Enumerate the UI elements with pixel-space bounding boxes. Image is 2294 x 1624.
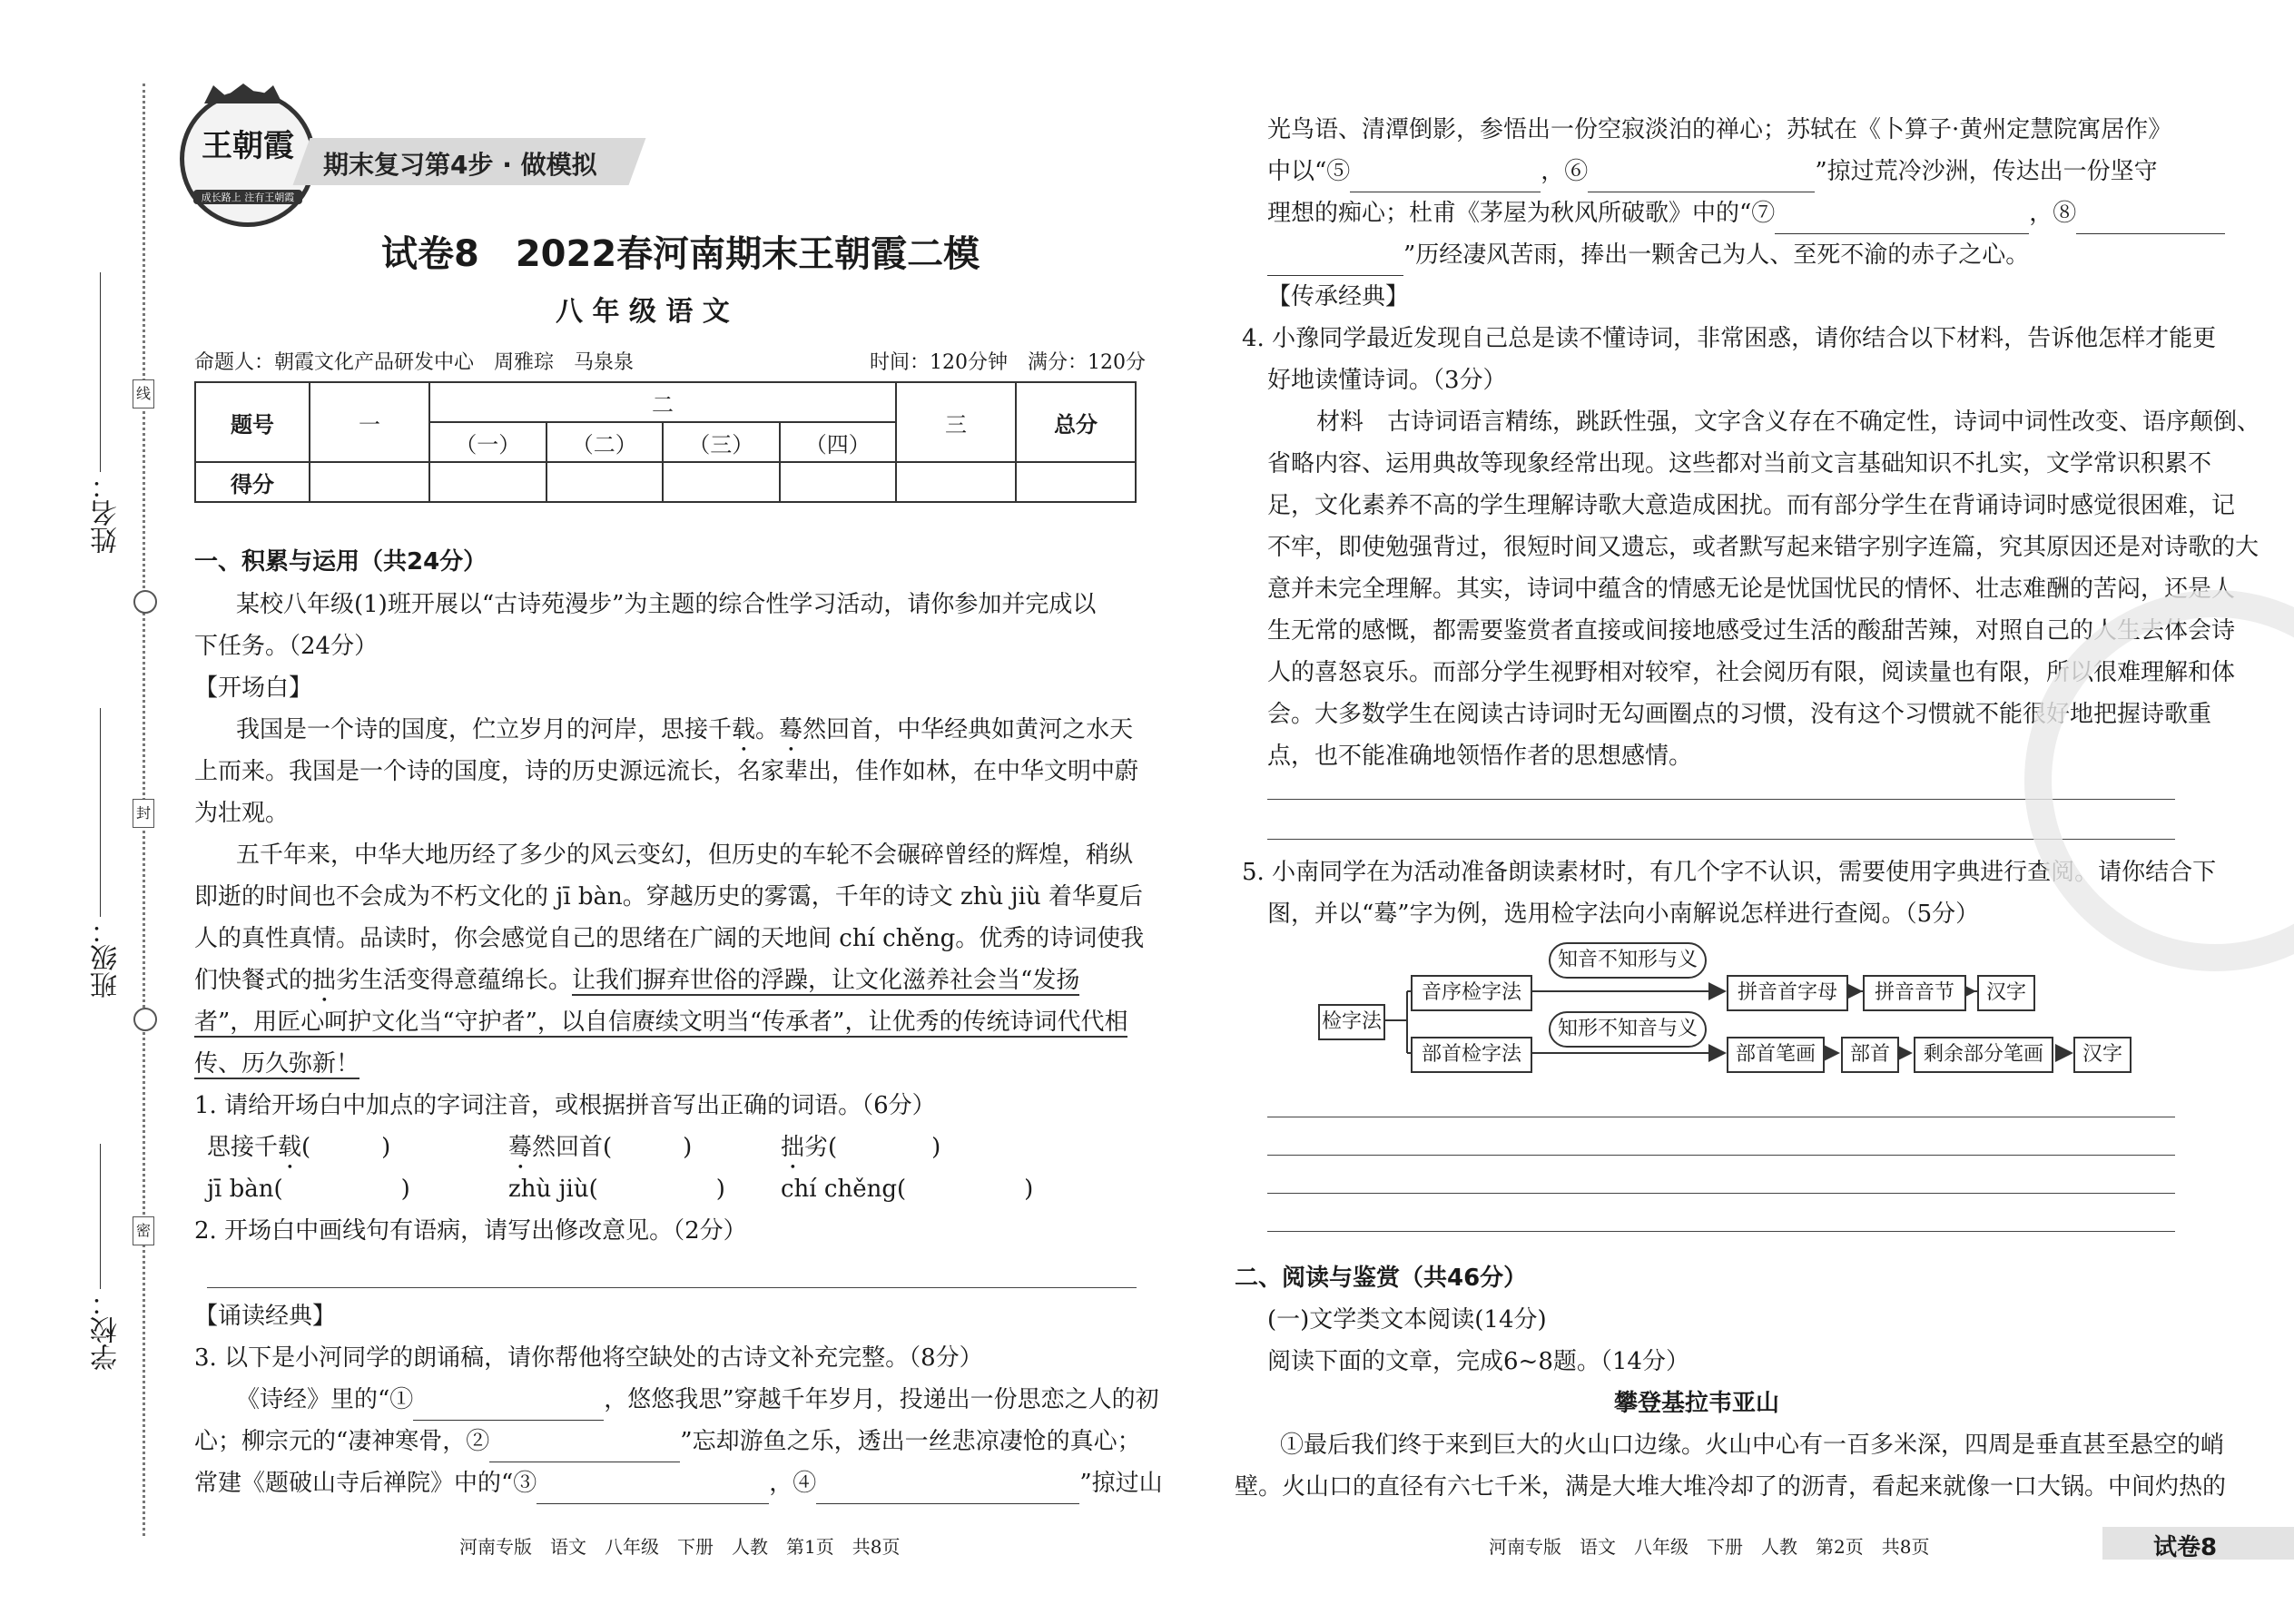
blank-7[interactable] bbox=[1775, 204, 2029, 234]
table-header: （四） bbox=[780, 422, 897, 462]
paragraph: 我国是一个诗的国度，伫立岁月的河岸，思接千载。蓦然回首，中华经典如黄河之水天 bbox=[236, 716, 1134, 743]
score-cell[interactable] bbox=[310, 462, 429, 502]
q1-item[interactable]: 拙劣( ) bbox=[781, 1134, 941, 1161]
question-4: 好地读懂诗词。（3分） bbox=[1267, 367, 1507, 394]
material-text: 意并未完全理解。其实，诗词中蕴含的情感无论是忧国忧民的情怀、壮志难酬的苦闷，还是人 bbox=[1267, 576, 2236, 603]
question-4: 4. 小豫同学最近发现自己总是读不懂诗词，非常困惑，请你结合以下材料，告诉他怎样才能更 bbox=[1242, 325, 2217, 352]
blank-8[interactable] bbox=[2076, 204, 2225, 234]
paragraph: 《诗经》里的“① ，悠悠我思”穿越千年岁月，投递出一份思恋之人的初 bbox=[236, 1379, 1159, 1421]
answer-line[interactable] bbox=[1267, 1155, 2175, 1156]
blank-6[interactable] bbox=[1588, 162, 1815, 192]
school-field[interactable] bbox=[100, 1144, 101, 1289]
paragraph: 理想的痴心；杜甫《茅屋为秋风所破歌》中的“⑦ ，⑧ bbox=[1267, 192, 2225, 234]
q1-item[interactable]: 蓦然回首( ) bbox=[508, 1134, 693, 1161]
q1-item[interactable]: zhù jiù( ) bbox=[508, 1176, 725, 1203]
diagram-node: 音序检字法 bbox=[1411, 975, 1532, 1011]
paragraph: ①最后我们终于来到巨大的火山口边缘。火山中心有一百多米深，四周是垂直甚至悬空的峭 bbox=[1280, 1432, 2225, 1459]
question-5: 5. 小南同学在为活动准备朗读素材时，有几个字不认识，需要使用字典进行查阅。请你结合下 bbox=[1242, 859, 2217, 886]
section-heading: 二、阅读与鉴赏（共46分） bbox=[1235, 1265, 1528, 1292]
score-cell[interactable] bbox=[780, 462, 897, 502]
paragraph: 壁。火山口的直径有六七千米，满是大堆大堆冷却了的沥青，看起来就像一口大锅。中间灼热的 bbox=[1235, 1473, 2227, 1501]
paragraph: 下任务。（24分） bbox=[194, 633, 379, 660]
name-field[interactable] bbox=[100, 272, 101, 472]
subheading: 【诵读经典】 bbox=[194, 1303, 337, 1330]
diagram-node: 部首 bbox=[1841, 1037, 1899, 1073]
diagram-node: 部首检字法 bbox=[1411, 1037, 1532, 1073]
score-cell[interactable] bbox=[1016, 462, 1136, 502]
article-title: 攀登基拉韦亚山 bbox=[1614, 1390, 1780, 1417]
underlined-sentence: 者”，用匠心呵护文化当“守护者”，以自信赓续文明当“传承者”，让优秀的传统诗词代代相 bbox=[194, 1009, 1128, 1036]
diagram-connectors bbox=[1307, 935, 2179, 1098]
table-header: 一 bbox=[310, 382, 429, 462]
crown-icon bbox=[204, 84, 282, 103]
exam-time: 时间：120分钟 满分：120分 bbox=[870, 351, 1146, 374]
blank-5[interactable] bbox=[1350, 162, 1541, 192]
paragraph: 人的真性真情。品读时，你会感觉自己的思绪在广阔的天地间 chí chěng。优秀的诗词使我 bbox=[194, 925, 1145, 952]
score-cell[interactable] bbox=[429, 462, 546, 502]
table-header: 得分 bbox=[195, 462, 310, 502]
paragraph: 阅读下面的文章，完成6~8题。（14分） bbox=[1267, 1348, 1689, 1375]
question-3: 3. 以下是小河同学的朗诵稿，请你帮他将空缺处的古诗文补充完整。（8分） bbox=[194, 1344, 983, 1372]
blank-3[interactable] bbox=[537, 1474, 769, 1504]
table-header: 二 bbox=[429, 382, 896, 422]
subheading: 【开场白】 bbox=[194, 674, 313, 702]
paragraph: ”历经凄风苦雨，捧出一颗舍己为人、至死不渝的赤子之心。 bbox=[1267, 234, 2029, 276]
binding-hole bbox=[133, 1008, 157, 1031]
diagram-node: 拼音音节 bbox=[1863, 975, 1966, 1011]
paragraph: 常建《题破山寺后禅院》中的“③ ，④ ”掠过山 bbox=[194, 1462, 1163, 1504]
blank-1[interactable] bbox=[413, 1391, 604, 1421]
material-text: 省略内容、运用典故等现象经常出现。这些都对当前文言基础知识不扎实，文学常识积累不 bbox=[1267, 450, 2212, 477]
question-2: 2. 开场白中画线句有语病，请写出修改意见。（2分） bbox=[194, 1217, 747, 1245]
material-text: 不牢，即使勉强背过，很短时间又遗忘，或者默写起来错字别字连篇，究其原因还是对诗歌的大 bbox=[1267, 534, 2260, 561]
diagram-node: 部首笔画 bbox=[1727, 1037, 1825, 1073]
cut-mark: 封 bbox=[133, 799, 154, 828]
diagram-node: 拼音首字母 bbox=[1727, 975, 1848, 1011]
blank-4[interactable] bbox=[816, 1474, 1079, 1504]
section-heading: 一、积累与运用（共24分） bbox=[194, 548, 487, 576]
table-header: 题号 bbox=[195, 382, 310, 462]
subtitle: 八 年 级 语 文 bbox=[556, 296, 730, 328]
q1-item[interactable]: jī bàn( ) bbox=[207, 1176, 410, 1203]
q1-item[interactable]: 思接千载( ) bbox=[207, 1134, 391, 1161]
paragraph: 们快餐式的拙劣生活变得意蕴绵长。让我们摒弃世俗的浮躁，让文化滋养社会当“发扬 bbox=[194, 967, 1080, 994]
material-text: 生无常的感慨，都需要鉴赏者直接或间接地感受过生活的酸甜苦辣，对照自己的人生去体会诗 bbox=[1267, 617, 2236, 645]
diagram-oval: 知音不知形与义 bbox=[1549, 942, 1707, 979]
name-label: 姓名： bbox=[91, 472, 123, 554]
diagram-oval: 知形不知音与义 bbox=[1549, 1011, 1707, 1048]
diagram-node: 汉字 bbox=[1977, 975, 2035, 1011]
question-1: 1. 请给开场白中加点的字词注音，或根据拼音写出正确的词语。（6分） bbox=[194, 1092, 936, 1119]
paragraph: 为壮观。 bbox=[194, 800, 290, 827]
table-header: 总分 bbox=[1016, 382, 1136, 462]
material-text: 足，文化素养不高的学生理解诗歌大意造成困扰。而有部分学生在背诵诗词时感觉很困难，记 bbox=[1267, 492, 2236, 519]
exam-tag: 试卷8 bbox=[2153, 1534, 2218, 1561]
material-text: 点，也不能准确地领悟作者的思想感情。 bbox=[1267, 743, 1693, 770]
subheading: 【传承经典】 bbox=[1267, 283, 1410, 310]
answer-line[interactable] bbox=[1267, 1231, 2175, 1232]
table-header: （二） bbox=[546, 422, 664, 462]
score-cell[interactable] bbox=[896, 462, 1016, 502]
class-field[interactable] bbox=[100, 708, 101, 917]
authors: 命题人：朝霞文化产品研发中心 周雅琮 马泉泉 bbox=[194, 351, 635, 374]
logo-text: 王朝霞 bbox=[202, 128, 294, 164]
table-header: 三 bbox=[896, 382, 1016, 462]
table-header: （三） bbox=[663, 422, 780, 462]
page-title: 试卷8 2022春河南期末王朝霞二模 bbox=[381, 233, 980, 275]
school-label: 学校： bbox=[91, 1289, 123, 1371]
class-label: 班级： bbox=[91, 917, 123, 999]
paragraph: 五千年来，中华大地历经了多少的风云变幻，但历史的车轮不会碾碎曾经的辉煌，稍纵 bbox=[236, 842, 1134, 869]
blank-8b[interactable] bbox=[1267, 246, 1403, 276]
cut-mark: 密 bbox=[133, 1216, 154, 1245]
diagram-node: 剩余部分笔画 bbox=[1914, 1037, 2053, 1073]
diagram-node: 汉字 bbox=[2073, 1037, 2132, 1073]
paragraph: 光鸟语、清潭倒影，参悟出一份空寂淡泊的禅心；苏轼在《卜算子·黄州定慧院寓居作》 bbox=[1267, 116, 2172, 143]
paragraph: 即逝的时间也不会成为不朽文化的 jī bàn。穿越历史的雾霭，千年的诗文 zhù jiù 着华夏后 bbox=[194, 883, 1143, 910]
answer-line[interactable] bbox=[207, 1287, 1137, 1288]
question-5: 图，并以“蓦”字为例，选用检字法向小南解说怎样进行查阅。（5分） bbox=[1267, 901, 1980, 928]
cut-mark: 线 bbox=[133, 379, 154, 408]
answer-line[interactable] bbox=[1267, 1193, 2175, 1194]
paragraph: 心；柳宗元的“凄神寒骨，② ”忘却游鱼之乐，透出一丝悲凉凄怆的真心； bbox=[194, 1421, 1141, 1462]
score-table bbox=[194, 381, 1137, 503]
underlined-sentence: 传、历久弥新！ bbox=[194, 1050, 360, 1078]
logo bbox=[180, 91, 316, 227]
diagram-node: 检字法 bbox=[1318, 1004, 1385, 1040]
blank-2[interactable] bbox=[489, 1432, 680, 1462]
paragraph: 上而来。我国是一个诗的国度，诗的历史源远流长，名家辈出，佳作如林，在中华文明中蔚 bbox=[194, 758, 1139, 785]
page-footer: 河南专版 语文 八年级 下册 人教 第2页 共8页 bbox=[1489, 1536, 1930, 1558]
score-cell[interactable] bbox=[546, 462, 664, 502]
logo-ribbon: 成长路上 注有王朝霞 bbox=[193, 190, 302, 204]
paragraph: 中以“⑤ ，⑥ ”掠过荒冷沙洲，传达出一份坚守 bbox=[1267, 151, 2158, 192]
q1-item[interactable]: chí chěng( ) bbox=[781, 1176, 1034, 1203]
material-text: 材料 古诗词语言精练，跳跃性强，文字含义存在不确定性，诗词中词性改变、语序颠倒、 bbox=[1316, 408, 2261, 436]
binding-hole bbox=[133, 590, 157, 614]
banner-text: 期末复习第4步 · 做模拟 bbox=[323, 150, 597, 180]
subheading: (一)文学类文本阅读(14分) bbox=[1267, 1306, 1547, 1334]
table-header: （一） bbox=[429, 422, 546, 462]
page-footer: 河南专版 语文 八年级 下册 人教 第1页 共8页 bbox=[459, 1536, 901, 1558]
paragraph: 某校八年级(1)班开展以“古诗苑漫步”为主题的综合性学习活动，请你参加并完成以 bbox=[236, 591, 1097, 618]
material-text: 人的喜怒哀乐。而部分学生视野相对较窄，社会阅历有限，阅读量也有限，所以很难理解和体 bbox=[1267, 659, 2236, 686]
material-text: 会。大多数学生在阅读古诗词时无勾画圈点的习惯，没有这个习惯就不能很好地把握诗歌重 bbox=[1267, 701, 2212, 728]
score-cell[interactable] bbox=[663, 462, 780, 502]
